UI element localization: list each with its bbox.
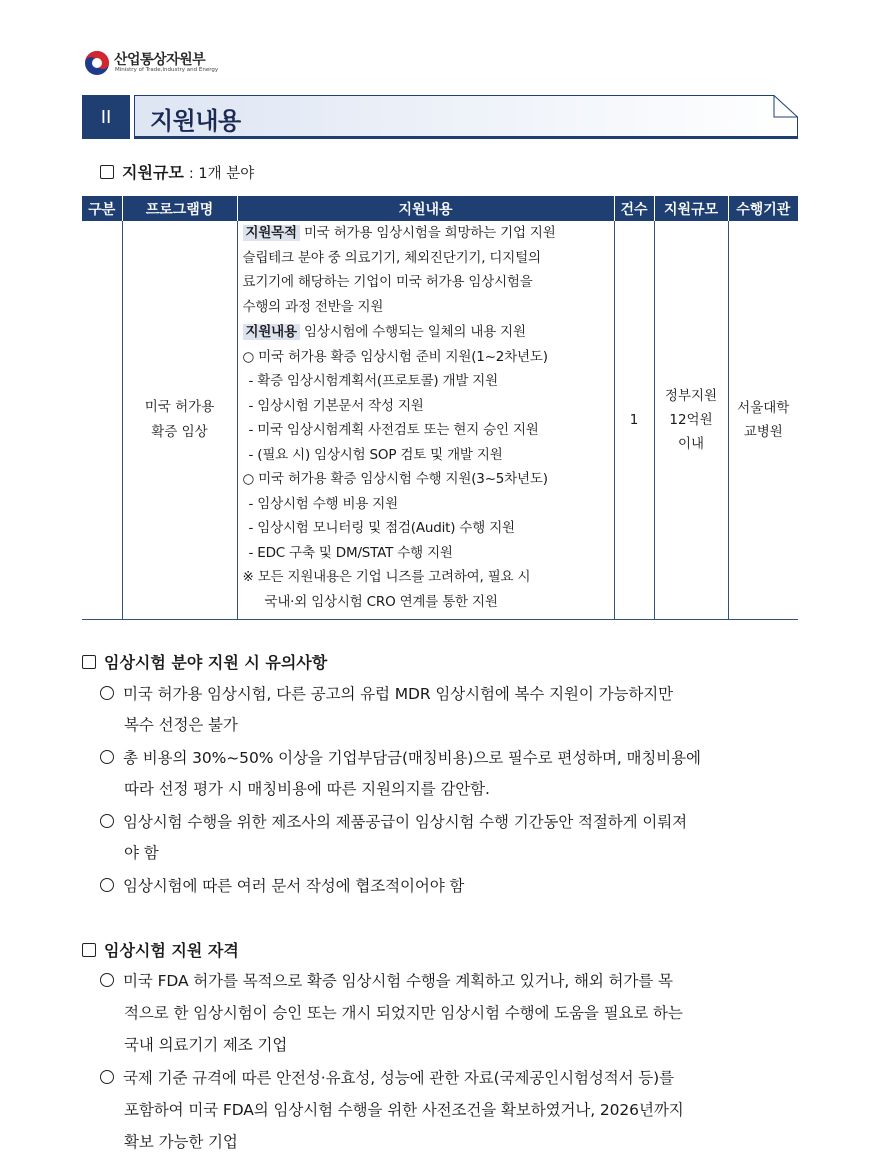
content-line: - 확증 임상시험계획서(프로토콜) 개발 지원 [248,373,498,389]
header-support-content: 지원내용 [237,196,614,221]
eligibility-item-cont: 포함하여 미국 FDA의 임상시험 수행을 위한 사전조건을 확보하였거나, 2026년까지 [124,1101,684,1119]
circle-bullet-icon [100,973,114,987]
support-scale-cell [654,221,728,620]
content-line: - 임상시험 모니터링 및 점검(Audit) 수행 지원 [248,520,515,536]
logo-name-en: Ministry of Trade,Industry and Energy [115,67,219,73]
eligibility-item-cont: 적으로 한 임상시험이 승인 또는 개시 되었지만 임상시험 수행에 도움을 필요로 하는 [124,1004,683,1022]
section-header [82,95,798,139]
caution-item-cont: 야 함 [124,844,159,862]
circle-bullet-icon [100,686,114,700]
checkbox-icon [82,655,96,669]
content-line: - 임상시험 기본문서 작성 지원 [248,397,424,414]
cautions-heading [82,650,327,673]
agency-line: 서울대학 [737,400,790,416]
content-line: - 미국 임상시험계획 사전검토 또는 현지 승인 지원 [248,422,539,438]
caution-item-cont: 따라 선정 평가 시 매칭비용에 따른 지원의지를 감안함. [124,780,490,798]
circle-bullet-icon [100,814,114,828]
eligibility-text: 미국 FDA 허가를 목적으로 확증 임상시험 수행을 계획하고 있거나, 해외 허가를 목 [123,972,673,990]
support-scale-line: 정부지원 [664,388,718,404]
table-row [82,221,798,620]
purpose-label: 지원목적 [243,225,300,241]
caution-text: 임상시험에 따른 여러 문서 작성에 협조적이어야 함 [123,877,465,895]
caution-item [100,874,464,896]
header-category: 구분 [82,196,122,221]
caution-item [100,682,673,704]
header-agency: 수행기관 [728,196,798,221]
purpose-line: 슬립테크 분야 중 의료기기, 체외진단기기, 디지털의 [242,249,541,266]
eligibility-title: 임상시험 지원 자격 [104,941,239,960]
support-scale-line [100,160,254,183]
support-scale-line: 이내 [677,436,705,452]
support-content-table [82,196,798,620]
program-name-line: 미국 허가용 [144,399,215,415]
checkbox-icon [82,943,96,957]
caution-text: 임상시험 수행을 위한 제조사의 제품공급이 임상시험 수행 기간동안 적절하게 이뤄져 [123,813,688,831]
section-number: II [82,95,130,139]
content-line: - 임상시험 수행 비용 지원 [248,495,398,512]
section-title: 지원내용 [150,107,241,135]
circle-bullet-icon [100,750,114,764]
purpose-line [243,221,610,246]
content-intro-line [243,320,610,345]
content-line: ○ 미국 허가용 확증 임상시험 준비 지원(1~2차년도) [242,348,548,365]
eligibility-item-cont: 확보 가능한 기업 [124,1133,238,1151]
logo-name-ko: 산업통상자원부 [114,52,206,68]
eligibility-heading [82,938,239,961]
caution-text: 총 비용의 30%~50% 이상을 기업부담금(매칭비용)으로 필수로 편성하며, 매칭비용에 [123,749,701,767]
header-count: 건수 [614,196,654,221]
header-support-scale: 지원규모 [654,196,728,221]
content-line: - (필요 시) 임상시험 SOP 검토 및 개발 지원 [248,446,503,463]
program-name-line: 확증 임상 [151,424,208,440]
caution-item [100,810,687,832]
header-program-name: 프로그램명 [122,196,237,221]
content-line: - EDC 구축 및 DM/STAT 수행 지원 [248,544,453,561]
content-line: ※ 모든 지원내용은 기업 니즈를 고려하여, 필요 시 [242,569,531,585]
purpose-line: 료기기에 해당하는 기업이 미국 허가용 임상시험을 [242,274,533,290]
program-name-cell [122,221,237,620]
circle-bullet-icon [100,1070,114,1084]
agency-line: 교병원 [743,424,783,440]
purpose-line: 수행의 과정 전반을 지원 [242,298,384,315]
caution-text: 미국 허가용 임상시험, 다른 공고의 유럽 MDR 임상시험에 복수 지원이 가능하지만 [123,685,673,703]
section-title-box [134,95,798,139]
support-scale-line: 12억원 [669,412,713,428]
support-scale-label: 지원규모 [122,163,184,182]
content-line: 국내·외 임상시험 CRO 연계를 통한 지원 [264,593,498,610]
support-content-cell [237,221,614,620]
caution-item [100,746,701,768]
caution-item-cont: 복수 선정은 불가 [124,716,238,734]
table-header-row [82,196,798,221]
eligibility-text: 국제 기준 규격에 따른 안전성·유효성, 성능에 관한 자료(국제공인시험성적서 등)를 [123,1069,674,1087]
eligibility-item [100,1066,674,1088]
support-scale-value: : 1개 분야 [188,166,255,182]
agency-cell [728,221,798,620]
taegeuk-emblem-icon [84,50,110,76]
category-cell [82,221,122,620]
content-intro-text: 임상시험에 수행되는 일체의 내용 지원 [303,324,526,340]
checkbox-icon [100,165,114,179]
circle-bullet-icon [100,878,114,892]
ministry-logo [84,48,234,78]
cautions-title: 임상시험 분야 지원 시 유의사항 [104,653,328,672]
content-line: ○ 미국 허가용 확증 임상시험 수행 지원(3~5차년도) [242,471,548,487]
eligibility-item-cont: 국내 의료기기 제조 기업 [124,1036,288,1054]
eligibility-item [100,969,673,991]
content-label: 지원내용 [243,324,300,340]
purpose-text: 미국 허가용 임상시험을 희망하는 기업 지원 [303,225,556,241]
count-cell: 1 [614,221,654,620]
